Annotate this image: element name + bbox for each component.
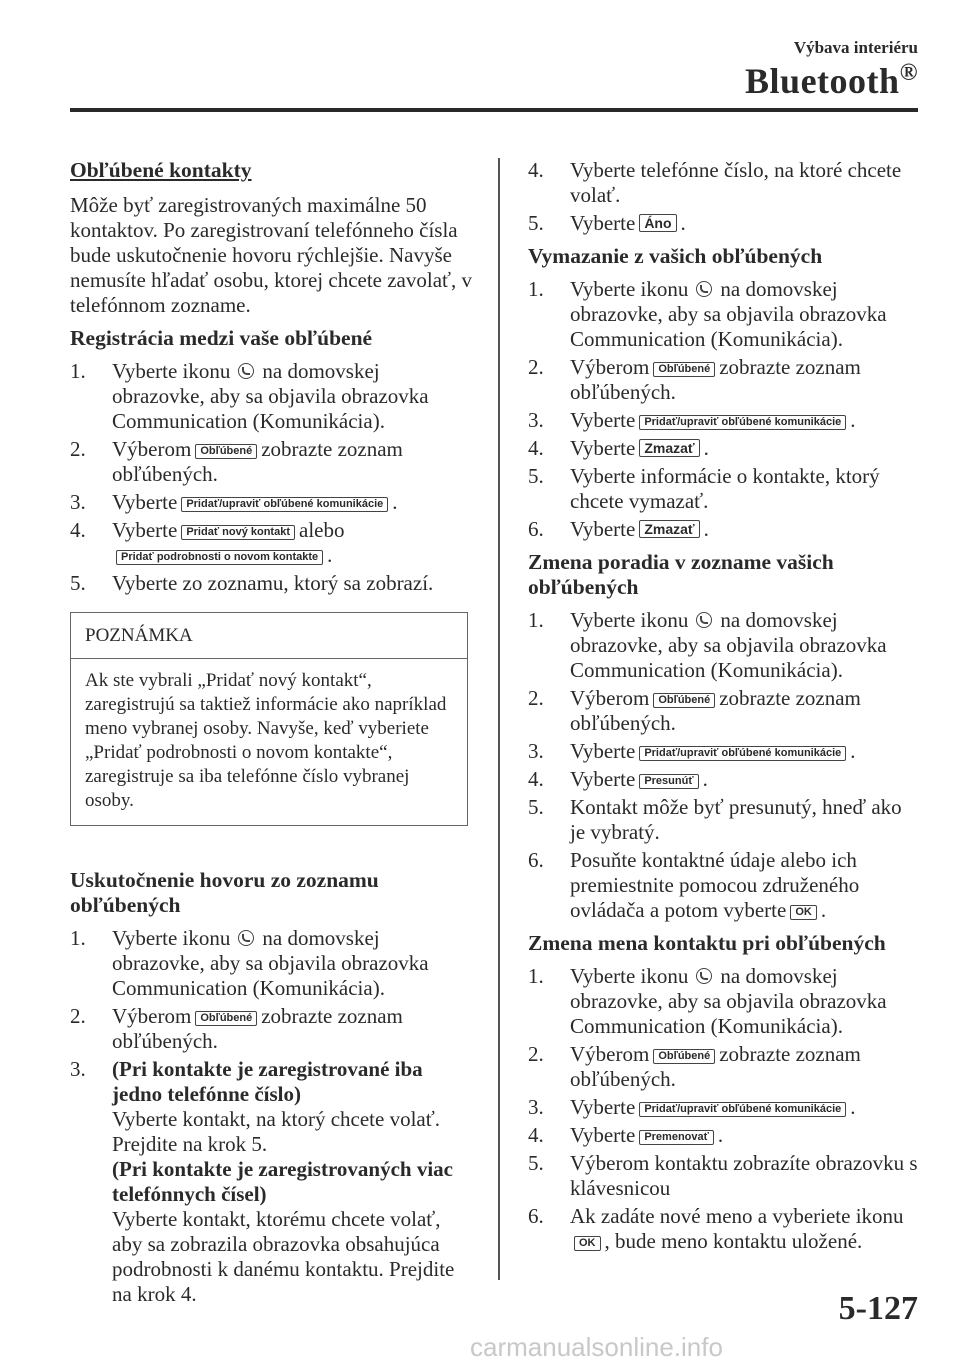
- favorites-heading: Obľúbené kontakty: [70, 158, 252, 182]
- delete-heading: Vymazanie z vašich obľúbených: [528, 244, 823, 268]
- list-item: 4. Vyberte Zmazať .: [528, 436, 709, 460]
- list-item: 6. Ak zadáte nové meno a vyberiete ikonu OK , bude meno kontaktu uložené.: [528, 1204, 904, 1253]
- list-item: 4. Vyberte telefónne číslo, na ktoré chcete volať.: [528, 158, 902, 207]
- list-item: 3. (Pri kontakte je zaregistrované iba jedno telefónne číslo) Vyberte kontakt, na ktorý chcete volať. Prejdite na krok 5. (Pri kontakte je zaregistrovaných viac telefónnych čísel) Vyberte kontakt, ktorému chcete volať, aby sa zobrazila obrazovka obsahujúca podrobnosti k danému kontaktu. Prejdite na krok 4.: [70, 1057, 455, 1306]
- add-new-contact-button[interactable]: Pridať nový kontakt: [181, 525, 295, 540]
- registration-heading: Registrácia medzi vaše obľúbené: [70, 326, 373, 350]
- favorites-button[interactable]: Obľúbené: [653, 693, 715, 708]
- rename-steps: [528, 964, 920, 1254]
- list-item: 5. Kontakt môže byť presunutý, hneď ako je vybratý.: [528, 795, 902, 844]
- list-item: 3. Vyberte Pridať/upraviť obľúbené komunikácie .: [70, 490, 398, 514]
- move-button[interactable]: Presunúť: [639, 774, 698, 789]
- reorder-heading: Zmena poradia v zozname vašich obľúbených: [528, 550, 834, 599]
- list-item: 3. Vyberte Pridať/upraviť obľúbené komunikácie .: [528, 408, 856, 432]
- list-item: 1. Vyberte ikonu na domovskej obrazovke, aby sa objavila obrazovka Communication (Komunikácia).: [528, 608, 887, 682]
- phone-icon: [696, 968, 712, 984]
- list-item: 4. Vyberte Pridať nový kontakt alebo Pridať podrobnosti o novom kontakte .: [70, 518, 345, 567]
- list-item: 5. Výberom kontaktu zobrazíte obrazovku s klávesnicou: [528, 1151, 918, 1200]
- list-item: 3. Vyberte Pridať/upraviť obľúbené komunikácie .: [528, 739, 856, 763]
- call-heading: Uskutočnenie hovoru zo zoznamu obľúbených: [70, 868, 379, 917]
- note-box: [70, 612, 468, 826]
- list-item: 1. Vyberte ikonu na domovskej obrazovke, aby sa objavila obrazovka Communication (Komunikácia).: [70, 926, 429, 1000]
- list-item: 6. Vyberte Zmazať .: [528, 517, 709, 541]
- add-edit-favorites-button[interactable]: Pridať/upraviť obľúbené komunikácie: [639, 746, 846, 761]
- list-item: 3. Vyberte Pridať/upraviť obľúbené komunikácie .: [528, 1095, 856, 1119]
- ok-button[interactable]: OK: [790, 905, 817, 920]
- add-edit-favorites-button[interactable]: Pridať/upraviť obľúbené komunikácie: [639, 1102, 846, 1117]
- list-item: 2. Výberom Obľúbené zobrazte zoznam obľúbených.: [70, 1004, 403, 1053]
- list-item: 2. Výberom Obľúbené zobrazte zoznam obľúbených.: [528, 1042, 861, 1091]
- delete-steps: [528, 277, 920, 542]
- add-contact-details-button[interactable]: Pridať podrobnosti o novom kontakte: [116, 550, 323, 565]
- phone-icon: [696, 281, 712, 297]
- rename-button[interactable]: Premenovať: [639, 1130, 714, 1145]
- reorder-steps: [528, 608, 920, 923]
- left-column: [70, 158, 475, 1315]
- list-item: 4. Vyberte Presunúť .: [528, 767, 708, 791]
- list-item: 1. Vyberte ikonu na domovskej obrazovke, aby sa objavila obrazovka Communication (Komunikácia).: [70, 359, 429, 433]
- registration-steps: [70, 359, 475, 596]
- header-rule: [70, 108, 918, 112]
- add-edit-favorites-button[interactable]: Pridať/upraviť obľúbené komunikácie: [181, 497, 388, 512]
- list-item: 5. Vyberte Áno .: [528, 211, 686, 235]
- column-divider: [498, 158, 500, 1280]
- favorites-button[interactable]: Obľúbené: [653, 362, 715, 377]
- intro-paragraph: Môže byť zaregistrovaných maximálne 50 kontaktov. Po zaregistrovaní telefónneho čísla bude uskutočnenie hovoru rýchlejšie. Navyše nemusíte hľadať osobu, ktorej chcete zavolať, v telefónnom zozname.: [70, 193, 473, 317]
- ok-button[interactable]: OK: [574, 1236, 601, 1251]
- list-item: 1. Vyberte ikonu na domovskej obrazovke, aby sa objavila obrazovka Communication (Komunikácia).: [528, 964, 887, 1038]
- list-item: 5. Vyberte informácie o kontakte, ktorý chcete vymazať.: [528, 464, 880, 513]
- page-number: 5-127: [838, 1290, 918, 1327]
- list-item: 6. Posuňte kontaktné údaje alebo ich premiestnite pomocou združeného ovládača a potom vyberte OK .: [528, 848, 860, 922]
- list-item: 2. Výberom Obľúbené zobrazte zoznam obľúbených.: [528, 686, 861, 735]
- list-item: 1. Vyberte ikonu na domovskej obrazovke, aby sa objavila obrazovka Communication (Komunikácia).: [528, 277, 887, 351]
- right-column: [528, 158, 920, 1262]
- phone-icon: [696, 612, 712, 628]
- list-item: 4. Vyberte Premenovať .: [528, 1123, 724, 1147]
- yes-button[interactable]: Áno: [639, 214, 676, 232]
- call-steps-continued: [528, 158, 920, 236]
- watermark: carmanualsonline.info: [470, 1332, 723, 1362]
- note-body: Ak ste vybrali „Pridať nový kontakt“, zaregistrujú sa taktiež informácie ako napríklad meno vybranej osoby. Navyše, keď vyberiete „Pridať podrobnosti o novom kontakte“, zaregistruje sa iba telefónne číslo vybranej osoby.: [85, 670, 447, 811]
- phone-icon: [238, 930, 254, 946]
- section-label: Výbava interiéru: [793, 38, 918, 57]
- phone-icon: [238, 363, 254, 379]
- list-item: 2. Výberom Obľúbené zobrazte zoznam obľúbených.: [528, 355, 861, 404]
- call-steps: [70, 926, 475, 1307]
- favorites-button[interactable]: Obľúbené: [195, 444, 257, 459]
- list-item: 5. Vyberte zo zoznamu, ktorý sa zobrazí.: [70, 571, 434, 595]
- list-item: 2. Výberom Obľúbené zobrazte zoznam obľúbených.: [70, 437, 403, 486]
- favorites-button[interactable]: Obľúbené: [195, 1011, 257, 1026]
- rename-heading: Zmena mena kontaktu pri obľúbených: [528, 931, 886, 955]
- page-title: Bluetooth®: [745, 60, 918, 101]
- delete-button[interactable]: Zmazať: [639, 520, 699, 538]
- delete-button[interactable]: Zmazať: [639, 439, 699, 457]
- favorites-button[interactable]: Obľúbené: [653, 1049, 715, 1064]
- note-title: POZNÁMKA: [71, 613, 467, 659]
- add-edit-favorites-button[interactable]: Pridať/upraviť obľúbené komunikácie: [639, 415, 846, 430]
